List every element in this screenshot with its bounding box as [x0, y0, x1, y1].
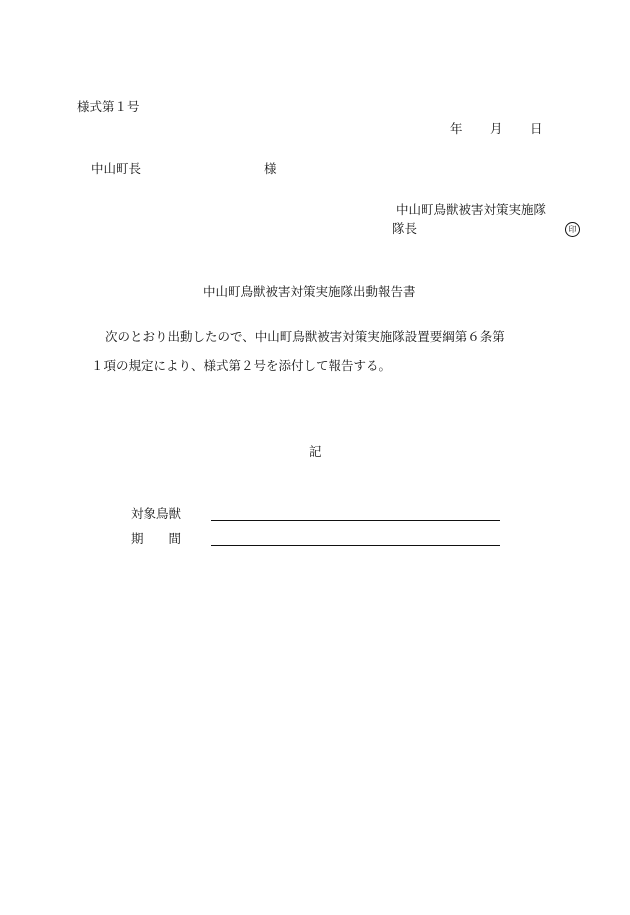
field-line-period: [211, 545, 500, 546]
date-month: 月: [490, 121, 503, 136]
date-year: 年: [450, 121, 463, 136]
ki-heading: 記: [309, 444, 322, 459]
sender-role: 隊長: [392, 221, 418, 236]
date-day: 日: [530, 121, 543, 136]
addressee-name: 中山町長: [91, 161, 142, 176]
seal-mark: 印: [565, 222, 580, 237]
form-number: 様式第１号: [77, 99, 140, 114]
body-text-line-2: １項の規定により、様式第２号を添付して報告する。: [91, 358, 392, 373]
field-line-target-animal: [211, 520, 500, 521]
addressee-honorific: 様: [264, 161, 277, 176]
document-title: 中山町鳥獣被害対策実施隊出動報告書: [203, 284, 416, 299]
field-label-period: 期 間: [131, 531, 182, 546]
field-label-target-animal: 対象鳥獣: [131, 506, 182, 521]
body-text-line-1: 次のとおり出動したので、中山町鳥獣被害対策実施隊設置要綱第６条第: [105, 329, 505, 344]
sender-org: 中山町鳥獣被害対策実施隊: [396, 202, 547, 217]
